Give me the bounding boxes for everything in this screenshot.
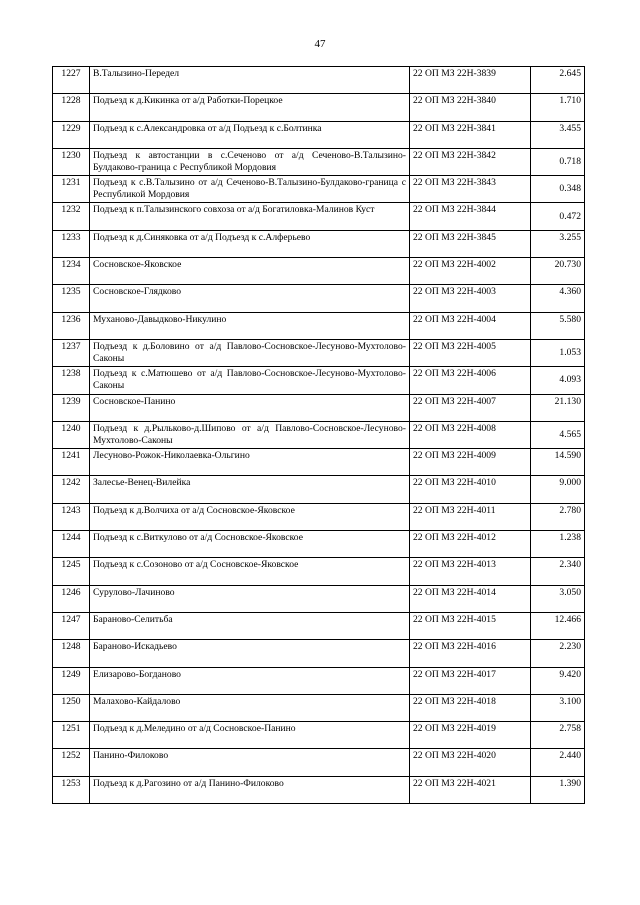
row-number-cell: 1232 — [53, 203, 90, 230]
road-length-cell: 4.565 — [531, 421, 585, 448]
road-name-cell: Подъезд к с.Александровка от а/д Подъезд к с.Болтинка — [90, 121, 410, 148]
road-name-cell: Малахово-Кайдалово — [90, 694, 410, 721]
road-code-cell: 22 ОП МЗ 22Н-4003 — [410, 285, 531, 312]
road-name-cell: Лесуново-Рожок-Николаевка-Ольгино — [90, 449, 410, 476]
road-length-cell: 3.255 — [531, 230, 585, 257]
road-code-cell: 22 ОП МЗ 22Н-3840 — [410, 94, 531, 121]
road-name-cell: Залесье-Венец-Вилейка — [90, 476, 410, 503]
row-number-cell: 1253 — [53, 776, 90, 803]
road-length-cell: 1.710 — [531, 94, 585, 121]
row-number-cell: 1246 — [53, 585, 90, 612]
table-row — [53, 203, 585, 230]
road-length-cell: 20.730 — [531, 258, 585, 285]
table-row — [53, 640, 585, 667]
road-code-cell: 22 ОП МЗ 22Н-4019 — [410, 722, 531, 749]
road-length-cell: 2.645 — [531, 67, 585, 94]
road-length-cell: 1.238 — [531, 531, 585, 558]
table-row — [53, 449, 585, 476]
row-number-cell: 1235 — [53, 285, 90, 312]
road-code-cell: 22 ОП МЗ 22Н-4017 — [410, 667, 531, 694]
road-length-cell: 2.340 — [531, 558, 585, 585]
road-code-cell: 22 ОП МЗ 22Н-3844 — [410, 203, 531, 230]
road-name-cell: Подъезд к д.Рыльково-д.Шипово от а/д Павлово-Сосновское-Лесуново-Мухтолово-Саконы — [90, 421, 410, 448]
row-number-cell: 1227 — [53, 67, 90, 94]
road-name-cell: Панино-Филоково — [90, 749, 410, 776]
row-number-cell: 1249 — [53, 667, 90, 694]
road-name-cell: Сосновское-Глядково — [90, 285, 410, 312]
road-code-cell: 22 ОП МЗ 22Н-4015 — [410, 612, 531, 639]
road-length-cell: 5.580 — [531, 312, 585, 339]
road-length-cell: 1.390 — [531, 776, 585, 803]
table-row — [53, 121, 585, 148]
table-row — [53, 531, 585, 558]
road-code-cell: 22 ОП МЗ 22Н-4014 — [410, 585, 531, 612]
row-number-cell: 1231 — [53, 176, 90, 203]
road-code-cell: 22 ОП МЗ 22Н-4010 — [410, 476, 531, 503]
road-code-cell: 22 ОП МЗ 22Н-3841 — [410, 121, 531, 148]
road-length-cell: 21.130 — [531, 394, 585, 421]
row-number-cell: 1244 — [53, 531, 90, 558]
road-code-cell: 22 ОП МЗ 22Н-4005 — [410, 339, 531, 366]
road-length-cell: 1.053 — [531, 339, 585, 366]
road-name-cell: Сурулово-Лачиново — [90, 585, 410, 612]
road-length-cell: 2.780 — [531, 503, 585, 530]
road-name-cell: Сосновское-Панино — [90, 394, 410, 421]
road-code-cell: 22 ОП МЗ 22Н-3839 — [410, 67, 531, 94]
road-name-cell: Бараново-Искадьево — [90, 640, 410, 667]
road-name-cell: Подъезд к д.Меледино от а/д Сосновское-Панино — [90, 722, 410, 749]
row-number-cell: 1233 — [53, 230, 90, 257]
row-number-cell: 1242 — [53, 476, 90, 503]
table-row — [53, 749, 585, 776]
table-row — [53, 612, 585, 639]
road-length-cell: 4.360 — [531, 285, 585, 312]
road-name-cell: Муханово-Давыдково-Никулино — [90, 312, 410, 339]
row-number-cell: 1238 — [53, 367, 90, 394]
road-name-cell: Подъезд к д.Кикинка от а/д Работки-Порецкое — [90, 94, 410, 121]
table-row — [53, 503, 585, 530]
row-number-cell: 1251 — [53, 722, 90, 749]
road-code-cell: 22 ОП МЗ 22Н-4016 — [410, 640, 531, 667]
road-length-cell: 3.455 — [531, 121, 585, 148]
table-row — [53, 722, 585, 749]
table-row — [53, 694, 585, 721]
road-name-cell: Подъезд к д.Боловино от а/д Павлово-Сосновское-Лесуново-Мухтолово-Саконы — [90, 339, 410, 366]
table-row — [53, 339, 585, 366]
row-number-cell: 1228 — [53, 94, 90, 121]
road-code-cell: 22 ОП МЗ 22Н-4009 — [410, 449, 531, 476]
table-row — [53, 312, 585, 339]
road-code-cell: 22 ОП МЗ 22Н-4012 — [410, 531, 531, 558]
road-length-cell: 3.100 — [531, 694, 585, 721]
row-number-cell: 1236 — [53, 312, 90, 339]
road-code-cell: 22 ОП МЗ 22Н-4002 — [410, 258, 531, 285]
road-code-cell: 22 ОП МЗ 22Н-4004 — [410, 312, 531, 339]
road-name-cell: В.Талызино-Передел — [90, 67, 410, 94]
roads-table-body — [53, 67, 585, 804]
table-row — [53, 176, 585, 203]
table-row — [53, 230, 585, 257]
row-number-cell: 1240 — [53, 421, 90, 448]
row-number-cell: 1248 — [53, 640, 90, 667]
road-length-cell: 2.230 — [531, 640, 585, 667]
road-name-cell: Елизарово-Богданово — [90, 667, 410, 694]
row-number-cell: 1252 — [53, 749, 90, 776]
road-code-cell: 22 ОП МЗ 22Н-4020 — [410, 749, 531, 776]
road-code-cell: 22 ОП МЗ 22Н-4007 — [410, 394, 531, 421]
road-name-cell: Бараново-Селитьба — [90, 612, 410, 639]
table-row — [53, 258, 585, 285]
road-length-cell: 3.050 — [531, 585, 585, 612]
road-name-cell: Подъезд к автостанции в с.Сеченово от а/д Сеченово-В.Талызино-Булдаково-граница с Республикой Мордовия — [90, 148, 410, 175]
page-number: 47 — [314, 38, 326, 50]
row-number-cell: 1230 — [53, 148, 90, 175]
table-row — [53, 285, 585, 312]
row-number-cell: 1250 — [53, 694, 90, 721]
row-number-cell: 1237 — [53, 339, 90, 366]
road-code-cell: 22 ОП МЗ 22Н-4006 — [410, 367, 531, 394]
road-name-cell: Подъезд к с.Матюшево от а/д Павлово-Сосновское-Лесуново-Мухтолово-Саконы — [90, 367, 410, 394]
road-name-cell: Подъезд к с.Созоново от а/д Сосновское-Яковское — [90, 558, 410, 585]
table-row — [53, 585, 585, 612]
road-code-cell: 22 ОП МЗ 22Н-3842 — [410, 148, 531, 175]
table-row — [53, 776, 585, 803]
road-code-cell: 22 ОП МЗ 22Н-4021 — [410, 776, 531, 803]
road-name-cell: Подъезд к д.Рагозино от а/д Панино-Филоково — [90, 776, 410, 803]
table-row — [53, 476, 585, 503]
road-code-cell: 22 ОП МЗ 22Н-3845 — [410, 230, 531, 257]
road-length-cell: 2.758 — [531, 722, 585, 749]
table-row — [53, 148, 585, 175]
roads-table — [52, 66, 585, 804]
road-name-cell: Подъезд к д.Волчиха от а/д Сосновское-Яковское — [90, 503, 410, 530]
row-number-cell: 1234 — [53, 258, 90, 285]
table-row — [53, 558, 585, 585]
row-number-cell: 1245 — [53, 558, 90, 585]
table-row — [53, 667, 585, 694]
road-code-cell: 22 ОП МЗ 22Н-3843 — [410, 176, 531, 203]
road-length-cell: 4.093 — [531, 367, 585, 394]
row-number-cell: 1239 — [53, 394, 90, 421]
road-code-cell: 22 ОП МЗ 22Н-4018 — [410, 694, 531, 721]
road-code-cell: 22 ОП МЗ 22Н-4013 — [410, 558, 531, 585]
road-length-cell: 9.420 — [531, 667, 585, 694]
road-name-cell: Подъезд к п.Талызинского совхоза от а/д Богатиловка-Малинов Куст — [90, 203, 410, 230]
road-name-cell: Подъезд к с.В.Талызино от а/д Сеченово-В.Талызино-Булдаково-граница с Республикой Мордовия — [90, 176, 410, 203]
table-row — [53, 394, 585, 421]
road-length-cell: 0.718 — [531, 148, 585, 175]
row-number-cell: 1241 — [53, 449, 90, 476]
row-number-cell: 1243 — [53, 503, 90, 530]
road-name-cell: Подъезд к д.Синяковка от а/д Подъезд к с.Алферьево — [90, 230, 410, 257]
road-code-cell: 22 ОП МЗ 22Н-4008 — [410, 421, 531, 448]
road-name-cell: Сосновское-Яковское — [90, 258, 410, 285]
road-code-cell: 22 ОП МЗ 22Н-4011 — [410, 503, 531, 530]
road-length-cell: 2.440 — [531, 749, 585, 776]
row-number-cell: 1247 — [53, 612, 90, 639]
table-row — [53, 421, 585, 448]
table-row — [53, 367, 585, 394]
road-length-cell: 0.348 — [531, 176, 585, 203]
road-length-cell: 14.590 — [531, 449, 585, 476]
road-name-cell: Подъезд к с.Виткулово от а/д Сосновское-Яковское — [90, 531, 410, 558]
table-row — [53, 67, 585, 94]
row-number-cell: 1229 — [53, 121, 90, 148]
road-length-cell: 12.466 — [531, 612, 585, 639]
table-row — [53, 94, 585, 121]
road-length-cell: 9.000 — [531, 476, 585, 503]
road-length-cell: 0.472 — [531, 203, 585, 230]
